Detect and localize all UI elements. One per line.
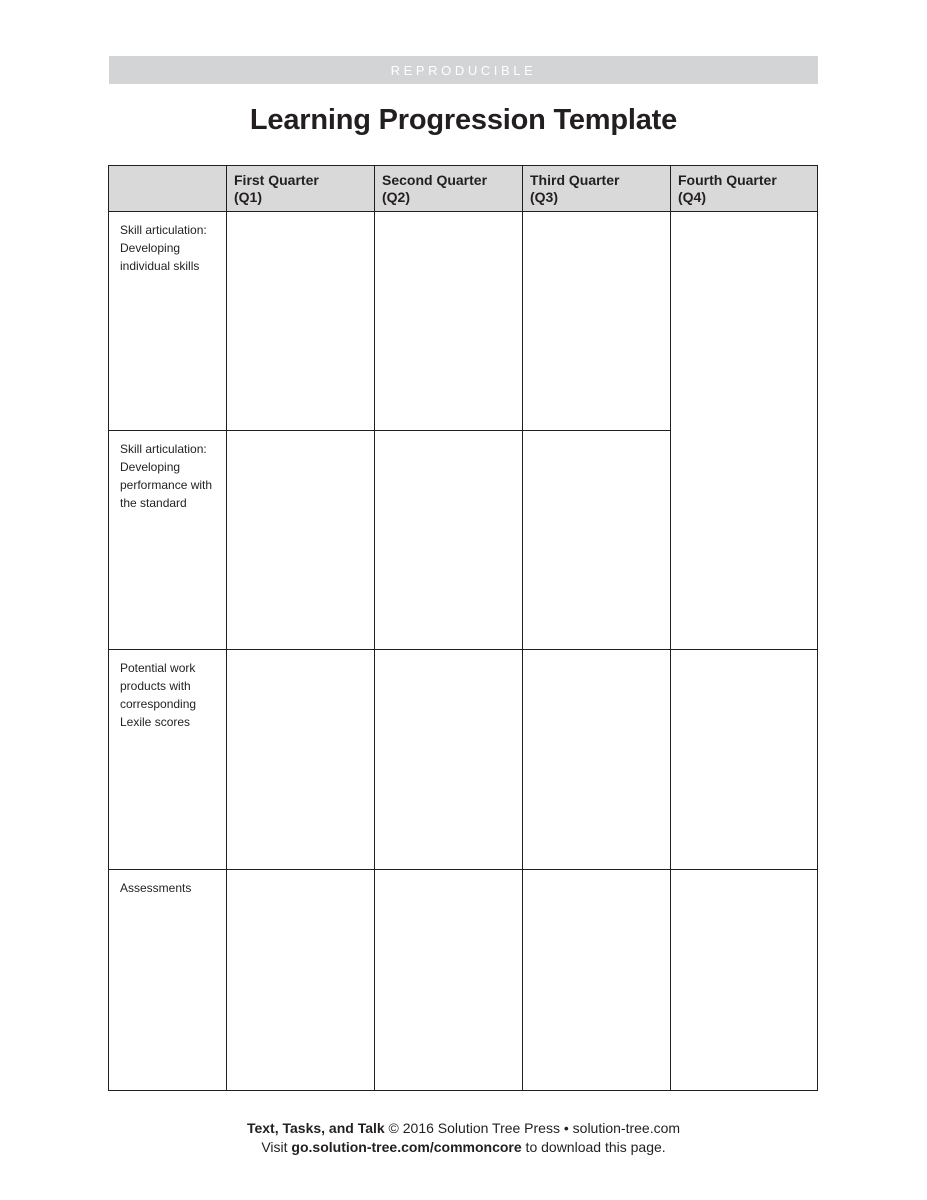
row-label-line: Developing [120,241,181,255]
header-first-quarter [227,166,375,212]
header-fourth-quarter-line1: Fourth Quarter [678,172,777,188]
row-label-work-products [109,650,227,870]
header-fourth-quarter-line2: (Q4) [678,189,706,205]
header-third-quarter-line1: Third Quarter [530,172,620,188]
header-second-quarter [375,166,523,212]
cell-work-products-q3 [523,650,671,870]
page-title: Learning Progression Template [249,104,678,136]
cell-assessments-q3 [523,870,671,1090]
header-corner-cell [109,166,227,212]
row-label-line: Developing [120,460,181,474]
footer-copyright: © 2016 Solution Tree Press • solution-tree.com [384,1120,681,1136]
row-label-line: Skill articulation: [120,223,207,237]
footer-book-title: Text, Tasks, and Talk [246,1120,385,1136]
cell-work-products-q1 [227,650,375,870]
row-label-line: performance with [120,478,213,492]
row-label-line: Lexile scores [120,715,191,729]
header-fourth-quarter [671,166,817,212]
cell-skill-articulation-q4 [671,212,817,650]
cell-individual-skills-q3 [523,212,671,431]
header-first-quarter-line1: First Quarter [234,172,319,188]
row-label-line: Assessments [120,881,192,895]
row-label-line: Potential work [120,661,196,675]
banner-label: REPRODUCIBLE [390,62,537,78]
cell-assessments-q4 [671,870,817,1090]
page-footer [0,1119,927,1157]
row-label-line: products with [120,679,191,693]
row-label-line: Skill articulation: [120,442,207,456]
header-second-quarter-line2: (Q2) [382,189,410,205]
cell-performance-standard-q2 [375,431,523,650]
cell-assessments-q2 [375,870,523,1090]
row-label-assessments [109,870,227,1090]
cell-individual-skills-q2 [375,212,523,431]
cell-individual-skills-q1 [227,212,375,431]
row-label-line: the standard [120,496,187,510]
cell-work-products-q2 [375,650,523,870]
cell-work-products-q4 [671,650,817,870]
footer-visit-suffix: to download this page. [521,1139,666,1155]
row-label-line: corresponding [120,697,197,711]
footer-download-line [0,1138,927,1157]
learning-progression-table [108,165,818,1091]
header-second-quarter-line1: Second Quarter [382,172,488,188]
cell-assessments-q1 [227,870,375,1090]
row-label-performance-standard [109,431,227,650]
header-third-quarter-line2: (Q3) [530,189,558,205]
footer-download-link[interactable]: go.solution-tree.com/commoncore [291,1139,522,1155]
reproducible-banner [109,56,818,84]
row-label-individual-skills [109,212,227,431]
cell-performance-standard-q3 [523,431,671,650]
footer-visit-prefix: Visit [261,1139,292,1155]
row-label-line: individual skills [120,259,200,273]
cell-performance-standard-q1 [227,431,375,650]
header-first-quarter-line2: (Q1) [234,189,262,205]
header-third-quarter [523,166,671,212]
footer-copyright-line [0,1119,927,1138]
